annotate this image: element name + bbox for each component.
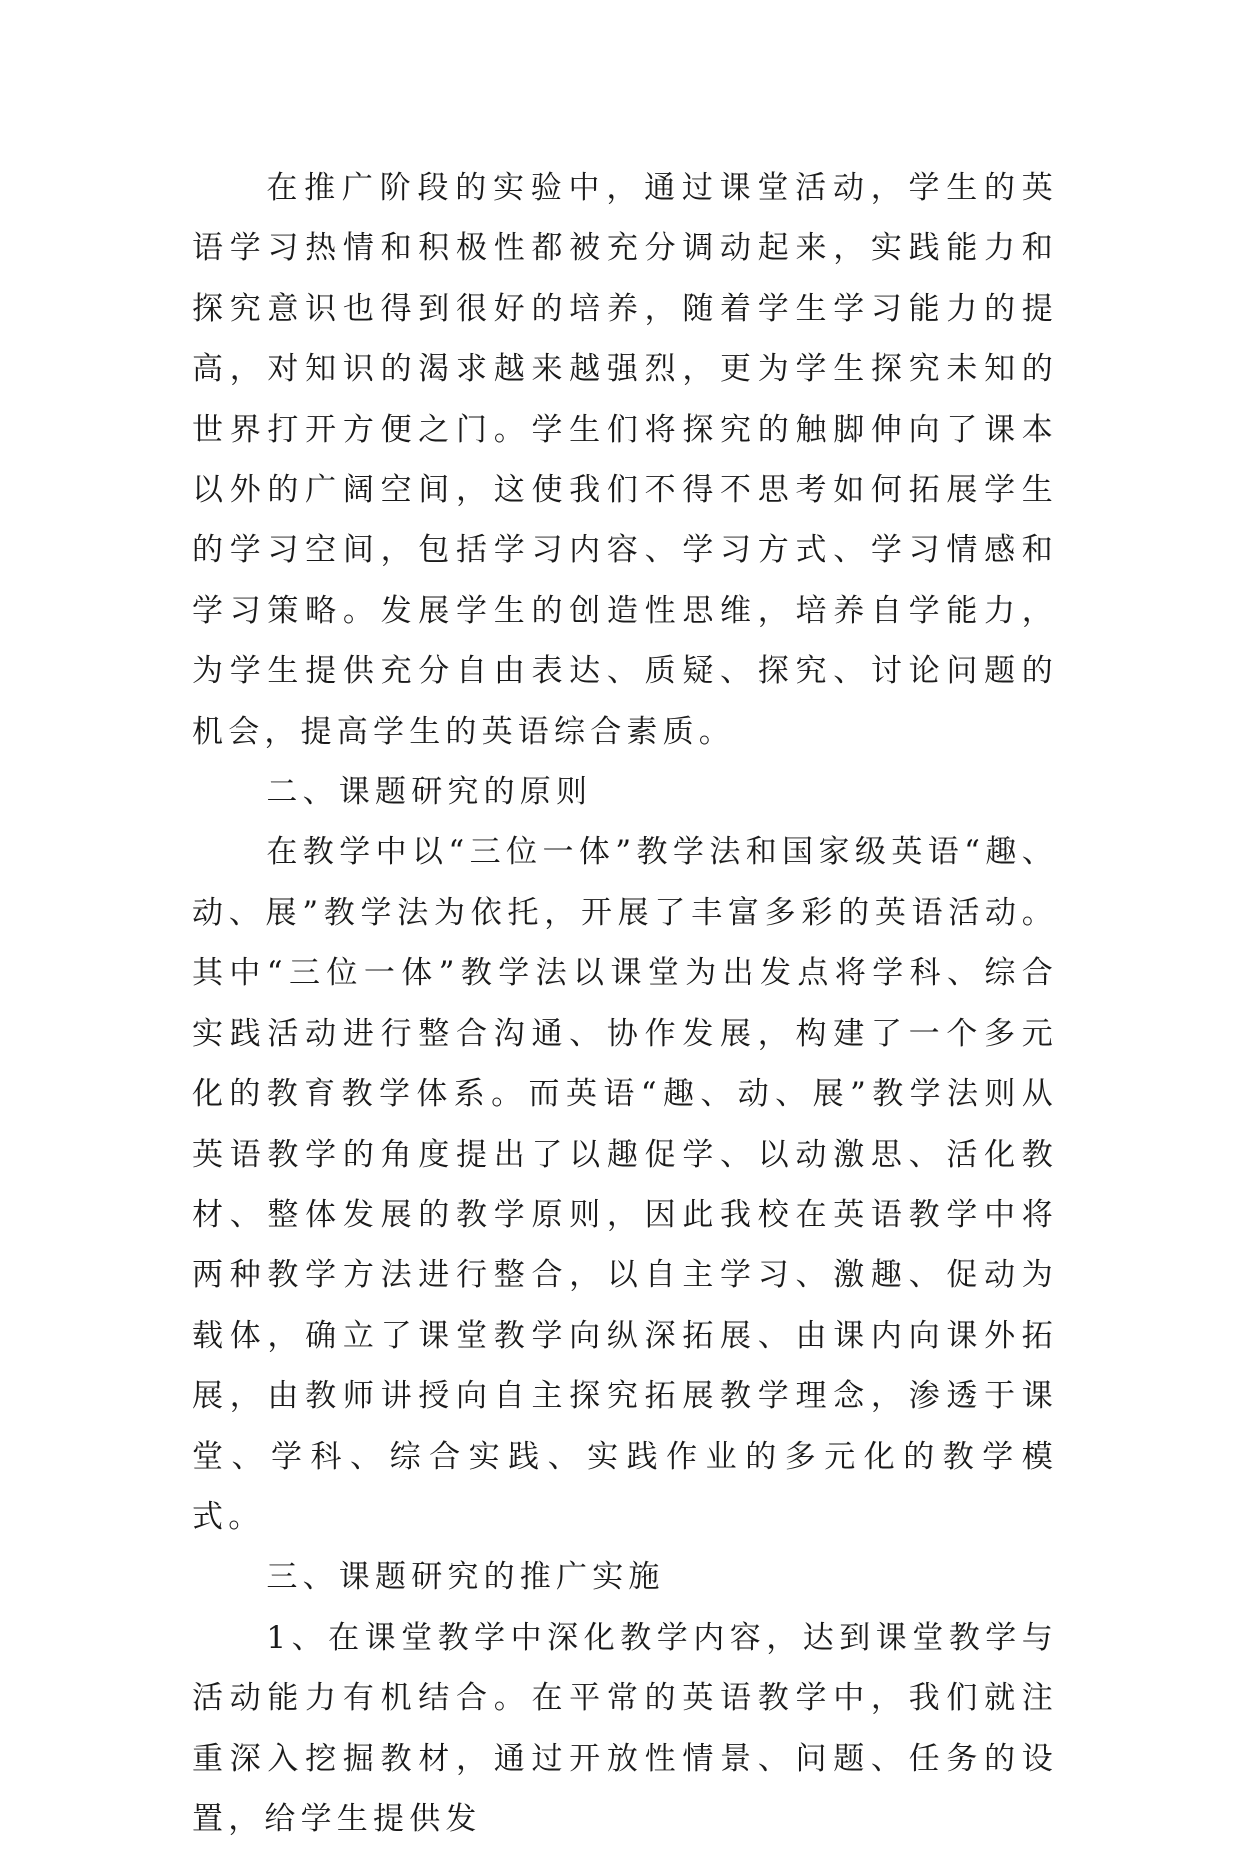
section-heading-implementation: 三、课题研究的推广实施 <box>266 1559 665 1596</box>
paragraph-principles: 在教学中以“三位一体”教学法和国家级英语“趣、动、展”教学法为依托，开展了丰富多彩的英语活动。其中“三位一体”教学法以课堂为出发点将学科、综合实践活动进行整合沟通、协作发展，构建了一个多元化的教育教学体系。而英语“趣、动、展”教学法则从英语教学的角度提出了以趣促学、以动激思、活化教材、整体发展的教学原则，因此我校在英语教学中将两种教学方法进行整合，以自主学习、激趣、促动为载体，确立了课堂教学向纵深拓展、由课内向课外拓展，由教师讲授向自主探究拓展教学理念，渗透于课堂、学科、综合实践、实践作业的多元化的教学模式。 <box>192 834 1058 1535</box>
paragraph-experiment-results: 在推广阶段的实验中，通过课堂活动，学生的英语学习热情和积极性都被充分调动起来，实践能力和探究意识也得到很好的培养，随着学生学习能力的提高，对知识的渴求越来越强烈，更为学生探究未知的世界打开方便之门。学生们将探究的触脚伸向了课本以外的广阔空间，这使我们不得不思考如何拓展学生的学习空间，包括学习内容、学习方式、学习情感和学习策略。发展学生的创造性思维，培养自学能力，为学生提供充分自由表达、质疑、探究、讨论问题的机会，提高学生的英语综合素质。 <box>192 170 1058 750</box>
section-heading-principles: 二、课题研究的原则 <box>266 774 593 811</box>
paragraph-implementation: 1、在课堂教学中深化教学内容，达到课堂教学与活动能力有机结合。在平常的英语教学中，我们就注重深入挖掘教材，通过开放性情景、问题、任务的设置，给学生提供发 <box>192 1619 1058 1837</box>
document-body <box>192 158 1058 1849</box>
